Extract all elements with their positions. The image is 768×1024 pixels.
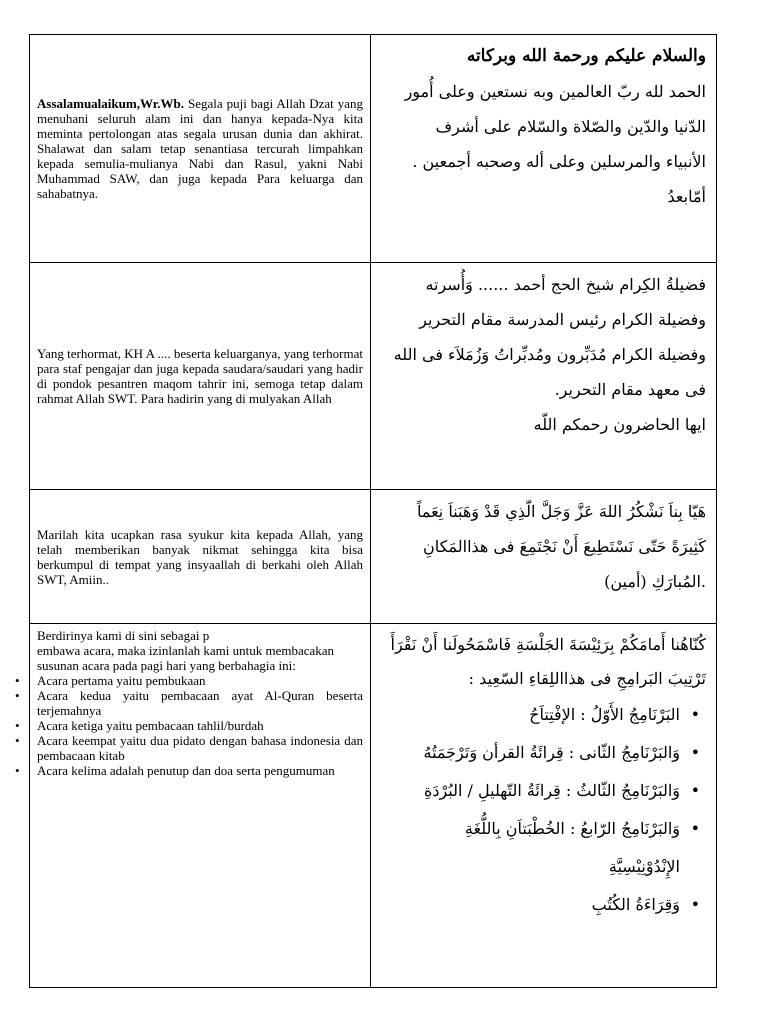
- speech-table: [15, 34, 717, 988]
- arabic-line: كُنّاهُنا أَمامَكُمْ بِرَئِيْسَةَ الجَلْسَةِ فَاسْمَحُولَنا أَنْ نَقْرَأَ: [390, 635, 706, 654]
- list-item-label: Acara ketiga yaitu pembacaan tahlil/burdah: [37, 718, 264, 733]
- intro-line: embawa acara, maka izinlanlah kami untuk membacakan susunan acara pada pagi hari yang berbahagia ini:: [37, 643, 335, 673]
- arabic-line: وفضيلة الكرام رئيس المدرسة مقام التحرير: [419, 310, 706, 329]
- table-row: [15, 624, 716, 987]
- list-item: [383, 886, 706, 924]
- arabic-line: الأنبياء والمرسلين وعلى أله وصحبه أجمعين .: [412, 152, 706, 171]
- greeting-bold: Assalamualaikum,Wr.Wb.: [37, 96, 185, 111]
- list-item-label: Acara kelima adalah penutup dan doa serta pengumuman: [37, 763, 335, 778]
- bullet-icon: •: [15, 688, 20, 703]
- arabic-line: تَرْتِيبَ البَرامِجِ فى هذااللِقاءِ السّعِيد :: [468, 669, 706, 688]
- table-row: [30, 490, 716, 624]
- paragraph-text: Marilah kita ucapkan rasa syukur kita kepada Allah, yang telah memberikan banyak nikmat sehingga kita bisa berkumpul di tempat yang insyaallah di berkahi oleh Allah SWT, Amiin..: [37, 526, 363, 587]
- bullet-icon: •: [690, 781, 700, 800]
- indonesian-cell: [30, 263, 371, 489]
- paragraph-text: Yang terhormat, KH A .... beserta keluarganya, yang terhormat para staf pengajar dan juga kepada saudara/saudari yang hadir di pondok pesantren maqom tahrir ini, semoga tetap dalam rahmat Allah SWT. Para hadirin yang di mulyakan Allah: [37, 346, 363, 406]
- table-row: [30, 35, 716, 263]
- list-continuation: [383, 848, 706, 886]
- arabic-greeting: والسلام عليكم ورحمة الله وبركاته: [466, 46, 706, 66]
- arabic-cell: [371, 624, 716, 987]
- list-item-label: Acara pertama yaitu pembukaan: [37, 673, 206, 688]
- indonesian-cell: [30, 490, 371, 623]
- list-item: [15, 733, 363, 763]
- list-item: [15, 688, 363, 718]
- list-item-label: البَرْنَامِجُ الأَوّلُ : الإفْتِتاَحُ: [529, 705, 680, 724]
- arabic-line: وفضيلة الكرام مُدَبِّرون ومُدبِّراتُ وَزُمَلاَء فى الله: [393, 345, 706, 364]
- list-item: [15, 763, 363, 778]
- arabic-cell: [371, 490, 716, 623]
- paragraph: [37, 96, 363, 201]
- list-item-label: وَقِرَاءَةُ الكُتُبِ: [591, 895, 680, 914]
- arabic-line: فضيلةُ الكِرام شيخ الحج أحمد ...... وَأُسرته: [425, 275, 706, 294]
- arabic-cell: [371, 35, 716, 262]
- list-item-label: Acara keempat yaitu dua pidato dengan bahasa indonesia dan pembacaan kitab: [37, 733, 363, 763]
- indonesian-cell: [15, 624, 371, 987]
- list-item: [15, 673, 363, 688]
- list-item: [15, 718, 363, 733]
- list-item: [383, 696, 706, 734]
- paragraph-text: Segala puji bagi Allah Dzat yang menuhani seluruh alam ini dan hanya kepada-Nya kita meminta pertolongan atas segala urusan dunia dan akhirat. Shalawat dan salam tetap senantiasa tercurah limpahkan kepada semulia-mulianya Nabi dan Rasul, yakni Nabi Muhammad SAW, dan juga kepada Para keluarga dan sahabatnya.: [37, 96, 363, 201]
- arabic-line: الدّنيا والدّين والصّلاة والسّلام على أشرف: [435, 117, 706, 136]
- agenda-list: [15, 673, 363, 778]
- list-item: [383, 810, 706, 848]
- list-item: [383, 734, 706, 772]
- arabic-cell: [371, 263, 716, 489]
- list-item-label: Acara kedua yaitu pembacaan ayat Al-Quran beserta terjemahnya: [37, 688, 363, 718]
- arabic-line: الحمد لله ربّ العالمين وبه نستعين وعلى أُمور: [404, 82, 706, 101]
- bullet-icon: •: [15, 763, 20, 778]
- bullet-icon: •: [15, 673, 20, 688]
- arabic-line: فى معهد مقام التحرير.: [554, 380, 706, 399]
- table-row: [30, 263, 716, 490]
- arabic-line: .المُبارَكِ (أمين): [604, 572, 706, 591]
- arabic-line: ايها الحاضرون رحمكم اللّه: [533, 415, 706, 434]
- intro-line: Berdirinya kami di sini sebagai p: [37, 628, 210, 643]
- bullet-icon: •: [690, 895, 700, 914]
- arabic-agenda-list: [383, 696, 706, 924]
- arabic-line: هَيّا بِناَ نَشْكُرُ اللهَ عَزَّ وَجَلَّ الّذِي قَدْ وَهَبَناَ نِعَماً: [416, 502, 706, 521]
- bullet-icon: •: [690, 705, 700, 724]
- bullet-icon: •: [690, 819, 700, 838]
- list-item-label: الإِنْدُوْنِيْسِيَّةِ: [608, 857, 680, 876]
- bullet-icon: •: [15, 718, 20, 733]
- list-item: [383, 772, 706, 810]
- bullet-icon: •: [15, 733, 20, 748]
- list-item-label: وَالبَرْنَامِجُ الثّانى : قِرائَةُ القرأن وَتَرْجَمَتُهُ: [423, 743, 680, 762]
- arabic-line: أمّابعدُ: [667, 187, 706, 206]
- list-item-label: وَالبَرْنَامِجُ الثّالثُ : قِرائَةُ التّهليلِ / البُرْدَةِ: [423, 781, 680, 800]
- list-item-label: وَالبَرْنَامِجُ الرّابعُ : الخُطْبَتاَنِ بِاللُّغَةِ: [464, 819, 680, 838]
- arabic-line: كَثِيرَةً حَتّى نَسْتَطِيعَ أَنْ نَجْتَمِعَ فى هذاالمَكانِ: [423, 537, 706, 556]
- indonesian-cell: [30, 35, 371, 262]
- bullet-icon: •: [690, 743, 700, 762]
